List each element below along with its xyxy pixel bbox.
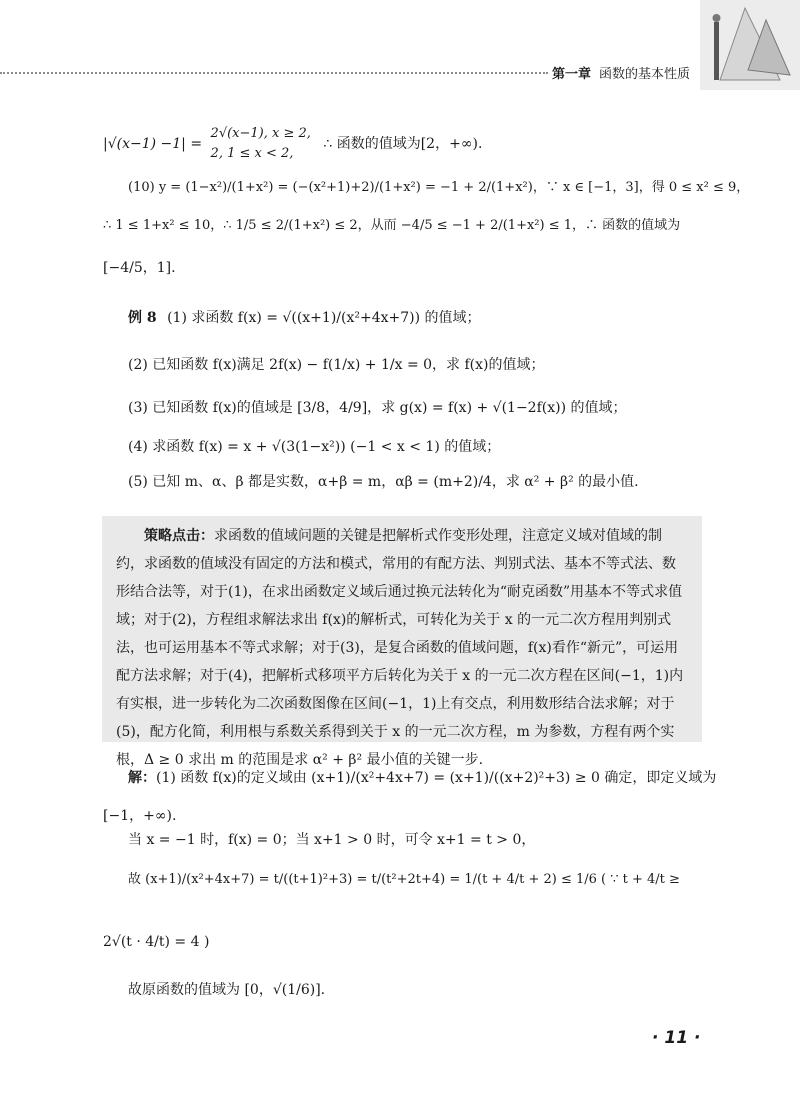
strategy-label: 策略点击： xyxy=(144,528,214,544)
piecewise-line xyxy=(103,124,703,164)
case-1: 2√(x−1), x ≥ 2, xyxy=(210,126,311,141)
solution-line-5: 2√(t · 4/t) = 4 ) xyxy=(103,934,210,950)
corner-logo-graphic xyxy=(700,0,800,90)
strategy-box xyxy=(102,516,702,768)
example-8-q3: (3) 已知函数 f(x)的值域是 [3/8，4/9]，求 g(x) = f(x) + √(1−2f(x)) 的值域； xyxy=(128,400,627,416)
piecewise-cases xyxy=(211,124,311,164)
solution-line-3: 当 x = −1 时，f(x) = 0；当 x+1 > 0 时，可令 x+1 = t > 0， xyxy=(128,832,536,848)
solution-line-1-text: (1) 函数 f(x)的定义域由 (x+1)/(x²+4x+7) = (x+1)/((x+2)²+3) ≥ 0 确定，即定义域为 xyxy=(156,770,717,786)
solution-label: 解： xyxy=(128,770,156,786)
solution-10-bounds: ∴ 1 ≤ 1+x² ≤ 10，∴ 1/5 ≤ 2/(1+x²) ≤ 2，从而 −4/5 ≤ −1 + 2/(1+x²) ≤ 1，∴ 函数的值域为 xyxy=(103,218,681,233)
solution-line-2: [−1，+∞). xyxy=(103,808,177,824)
case-2: 2, 1 ≤ x < 2, xyxy=(210,146,294,161)
strategy-paragraph xyxy=(116,522,688,774)
solution-line-6: 故原函数的值域为 [0，√(1/6)]. xyxy=(128,982,326,998)
page-number: · 11 · xyxy=(652,1028,701,1048)
solution-10-range: [−4/5，1]. xyxy=(103,260,176,276)
example-8-q5: (5) 已知 m、α、β 都是实数，α+β = m，αβ = (m+2)/4，求 α² + β² 的最小值. xyxy=(128,474,639,490)
chapter-label: 第一章 xyxy=(552,67,592,82)
example-8-q1-text: (1) 求函数 f(x) = √((x+1)/(x²+4x+7)) 的值域； xyxy=(167,310,481,326)
solution-line-4: 故 (x+1)/(x²+4x+7) = t/((t+1)²+3) = t/(t²+2t+4) = 1/(t + 4/t + 2) ≤ 1/6 ( ∵ t + 4/t ≥ xyxy=(128,872,680,887)
range-result-1: ∴ 函数的值域为[2，+∞). xyxy=(323,136,483,152)
example-label: 例 8 xyxy=(128,310,157,326)
solution-line-1 xyxy=(128,768,717,788)
example-8-q4: (4) 求函数 f(x) = x + √(3(1−x²)) (−1 < x < 1) 的值域； xyxy=(128,439,501,455)
abs-expression: |√(x−1) −1| = xyxy=(103,136,203,152)
example-8-q2: (2) 已知函数 f(x)满足 2f(x) − f(1/x) + 1/x = 0，求 f(x)的值域； xyxy=(128,357,545,373)
solution-10-line: (10) y = (1−x²)/(1+x²) = (−(x²+1)+2)/(1+x²) = −1 + 2/(1+x²)，∵ x ∈ [−1，3]，得 0 ≤ x² ≤ 9， xyxy=(128,180,750,195)
chapter-heading xyxy=(552,63,690,82)
header-dotted-rule xyxy=(0,72,548,74)
strategy-text: 求函数的值域问题的关键是把解析式作变形处理，注意定义域对值域的制约，求函数的值域没有固定的方法和模式，常用的有配方法、判别式法、基本不等式法、数形结合法等，对于(1)，在求出函数定义域后通过换元法转化为“耐克函数”用基本不等式求值域；对于(2)，方程组求解法求出 f(x)的解析式，可转化为关于 x 的一元二次方程用判别式法，也可运用基本不等式求解；对于(3)，是复合函数的值域问题，f(x)看作“新元”，可运用配方法求解；对于(4)，把解析式移项平方后转化为关于 x 的一元二次方程在区间(−1，1)内有实根，进一步转化为二次函数图像在区间(−1，1)上有交点，利用数形结合法求解；对于(5)，配方化简，利用根与系数关系得到关于 x 的一元二次方程，m 为参数，方程有两个实根，Δ ≥ 0 求出 m 的范围是求 α² + β² 最小值的关键一步. xyxy=(116,528,684,768)
chapter-title: 函数的基本性质 xyxy=(599,67,691,82)
example-8-q1 xyxy=(128,308,698,328)
